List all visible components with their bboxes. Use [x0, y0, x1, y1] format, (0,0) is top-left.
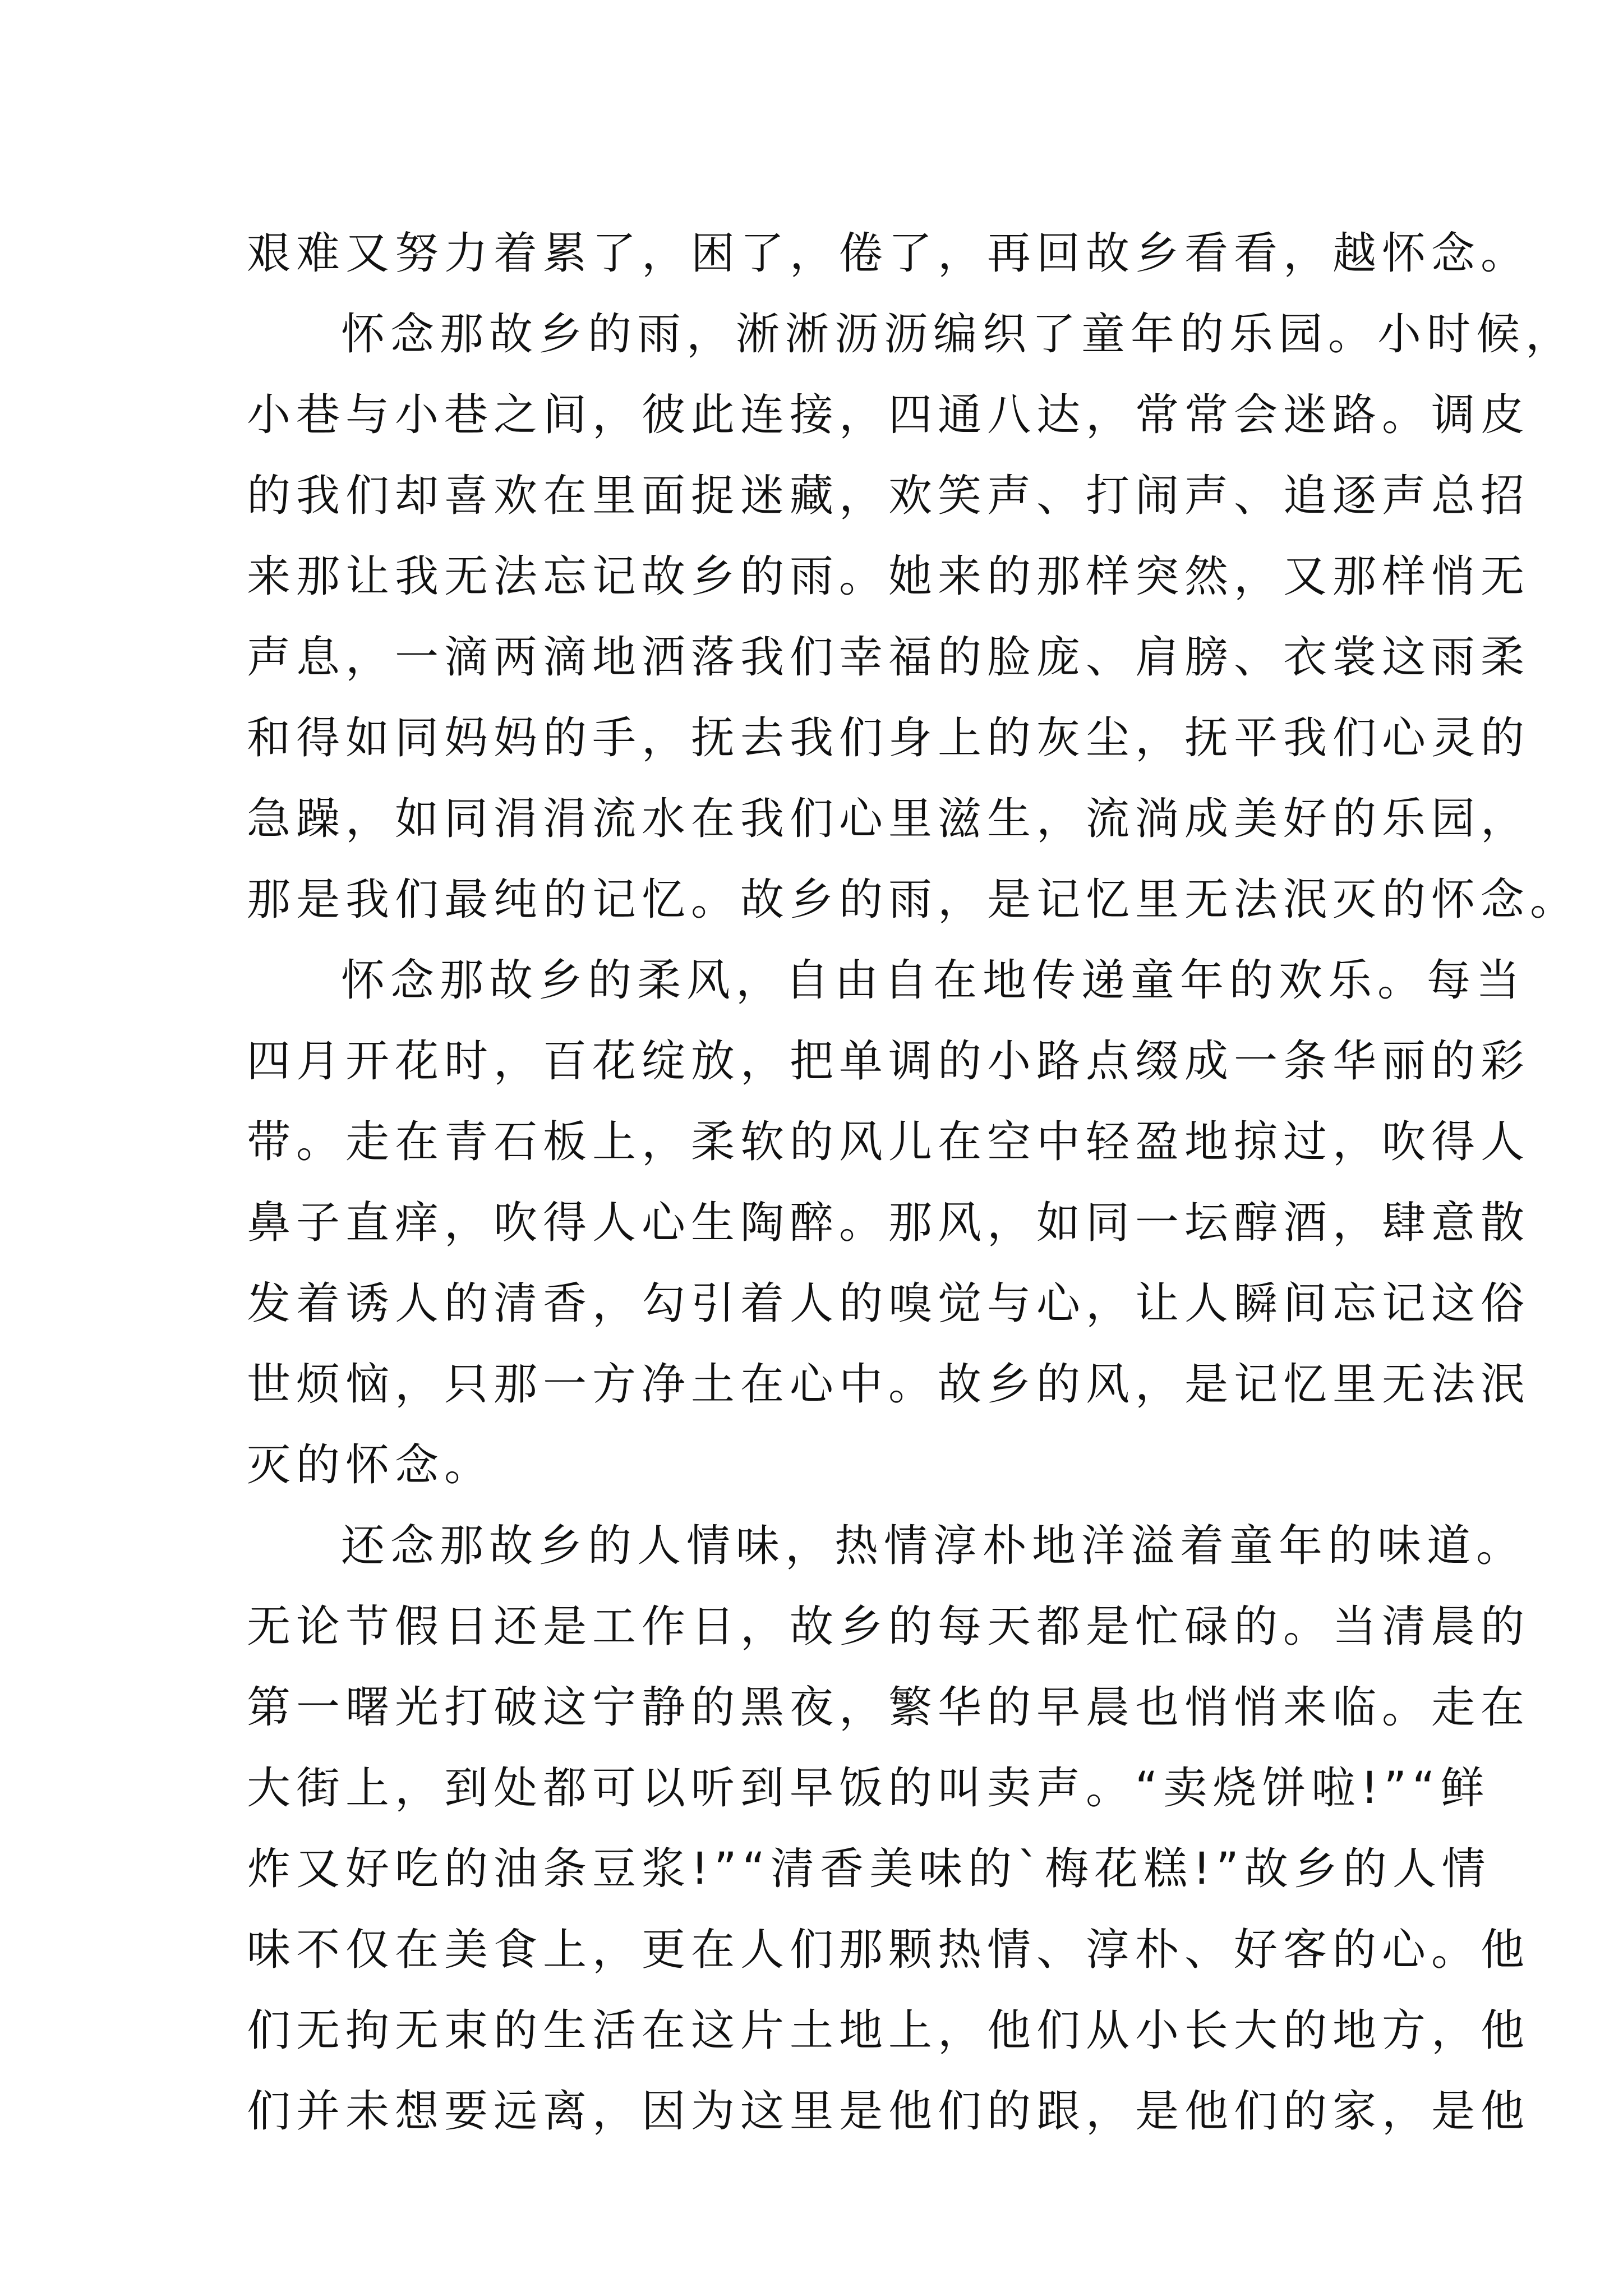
- text-line: 无论节假日还是工作日，故乡的每天都是忙碌的。当清晨的: [247, 1602, 1530, 1652]
- text-line: 味不仅在美食上，更在人们那颗热情、淳朴、好客的心。他: [247, 1925, 1530, 1975]
- text-line: 和得如同妈妈的手，抚去我们身上的灰尘，抚平我们心灵的: [247, 713, 1530, 763]
- text-line: 声息，一滴两滴地洒落我们幸福的脸庞、肩膀、衣裳这雨柔: [247, 632, 1530, 683]
- text-line: 那是我们最纯的记忆。故乡的雨，是记忆里无法泯灭的怀念。: [247, 875, 1580, 925]
- paragraph-first-line: 怀念那故乡的雨，淅淅沥沥编织了童年的乐园。小时候，: [341, 309, 1575, 360]
- text-line: 们无拘无束的生活在这片土地上，他们从小长大的地方，他: [247, 2005, 1530, 2056]
- text-line: 急躁，如同涓涓流水在我们心里滋生，流淌成美好的乐园，: [247, 794, 1530, 844]
- paragraph-first-line: 还念那故乡的人情味，热情淳朴地洋溢着童年的味道。: [341, 1521, 1526, 1571]
- paragraph-first-line: 怀念那故乡的柔风，自由自在地传递童年的欢乐。每当: [341, 955, 1526, 1006]
- text-line: 的我们却喜欢在里面捉迷藏，欢笑声、打闹声、追逐声总招: [247, 471, 1530, 521]
- text-line: 四月开花时，百花绽放，把单调的小路点缀成一条华丽的彩: [247, 1036, 1530, 1087]
- text-line: 带。走在青石板上，柔软的风儿在空中轻盈地掠过，吹得人: [247, 1117, 1530, 1167]
- text-line: 世烦恼，只那一方净土在心中。故乡的风，是记忆里无法泯: [247, 1359, 1530, 1410]
- text-line: 艰难又努力着累了，困了，倦了，再回故乡看看，越怀念。: [247, 228, 1530, 279]
- text-line: 发着诱人的清香，勾引着人的嗅觉与心，让人瞬间忘记这俗: [247, 1278, 1530, 1329]
- text-line: 们并未想要远离，因为这里是他们的跟，是他们的家，是他: [247, 2086, 1530, 2137]
- text-line: 灭的怀念。: [247, 1440, 494, 1490]
- text-line: 第一曙光打破这宁静的黑夜，繁华的早晨也悄悄来临。走在: [247, 1682, 1530, 1733]
- text-line: 来那让我无法忘记故乡的雨。她来的那样突然，又那样悄无: [247, 551, 1530, 602]
- essay-body: [247, 213, 1580, 2152]
- text-line: 小巷与小巷之间，彼此连接，四通八达，常常会迷路。调皮: [247, 390, 1530, 440]
- text-line: 大街上，到处都可以听到早饭的叫卖声。“卖烧饼啦!”“鲜: [247, 1763, 1490, 1814]
- text-line: 炸又好吃的油条豆浆!”“清香美味的`梅花糕!”故乡的人情: [247, 1844, 1491, 1894]
- text-line: 鼻子直痒，吹得人心生陶醉。那风，如同一坛醇酒，肆意散: [247, 1198, 1530, 1248]
